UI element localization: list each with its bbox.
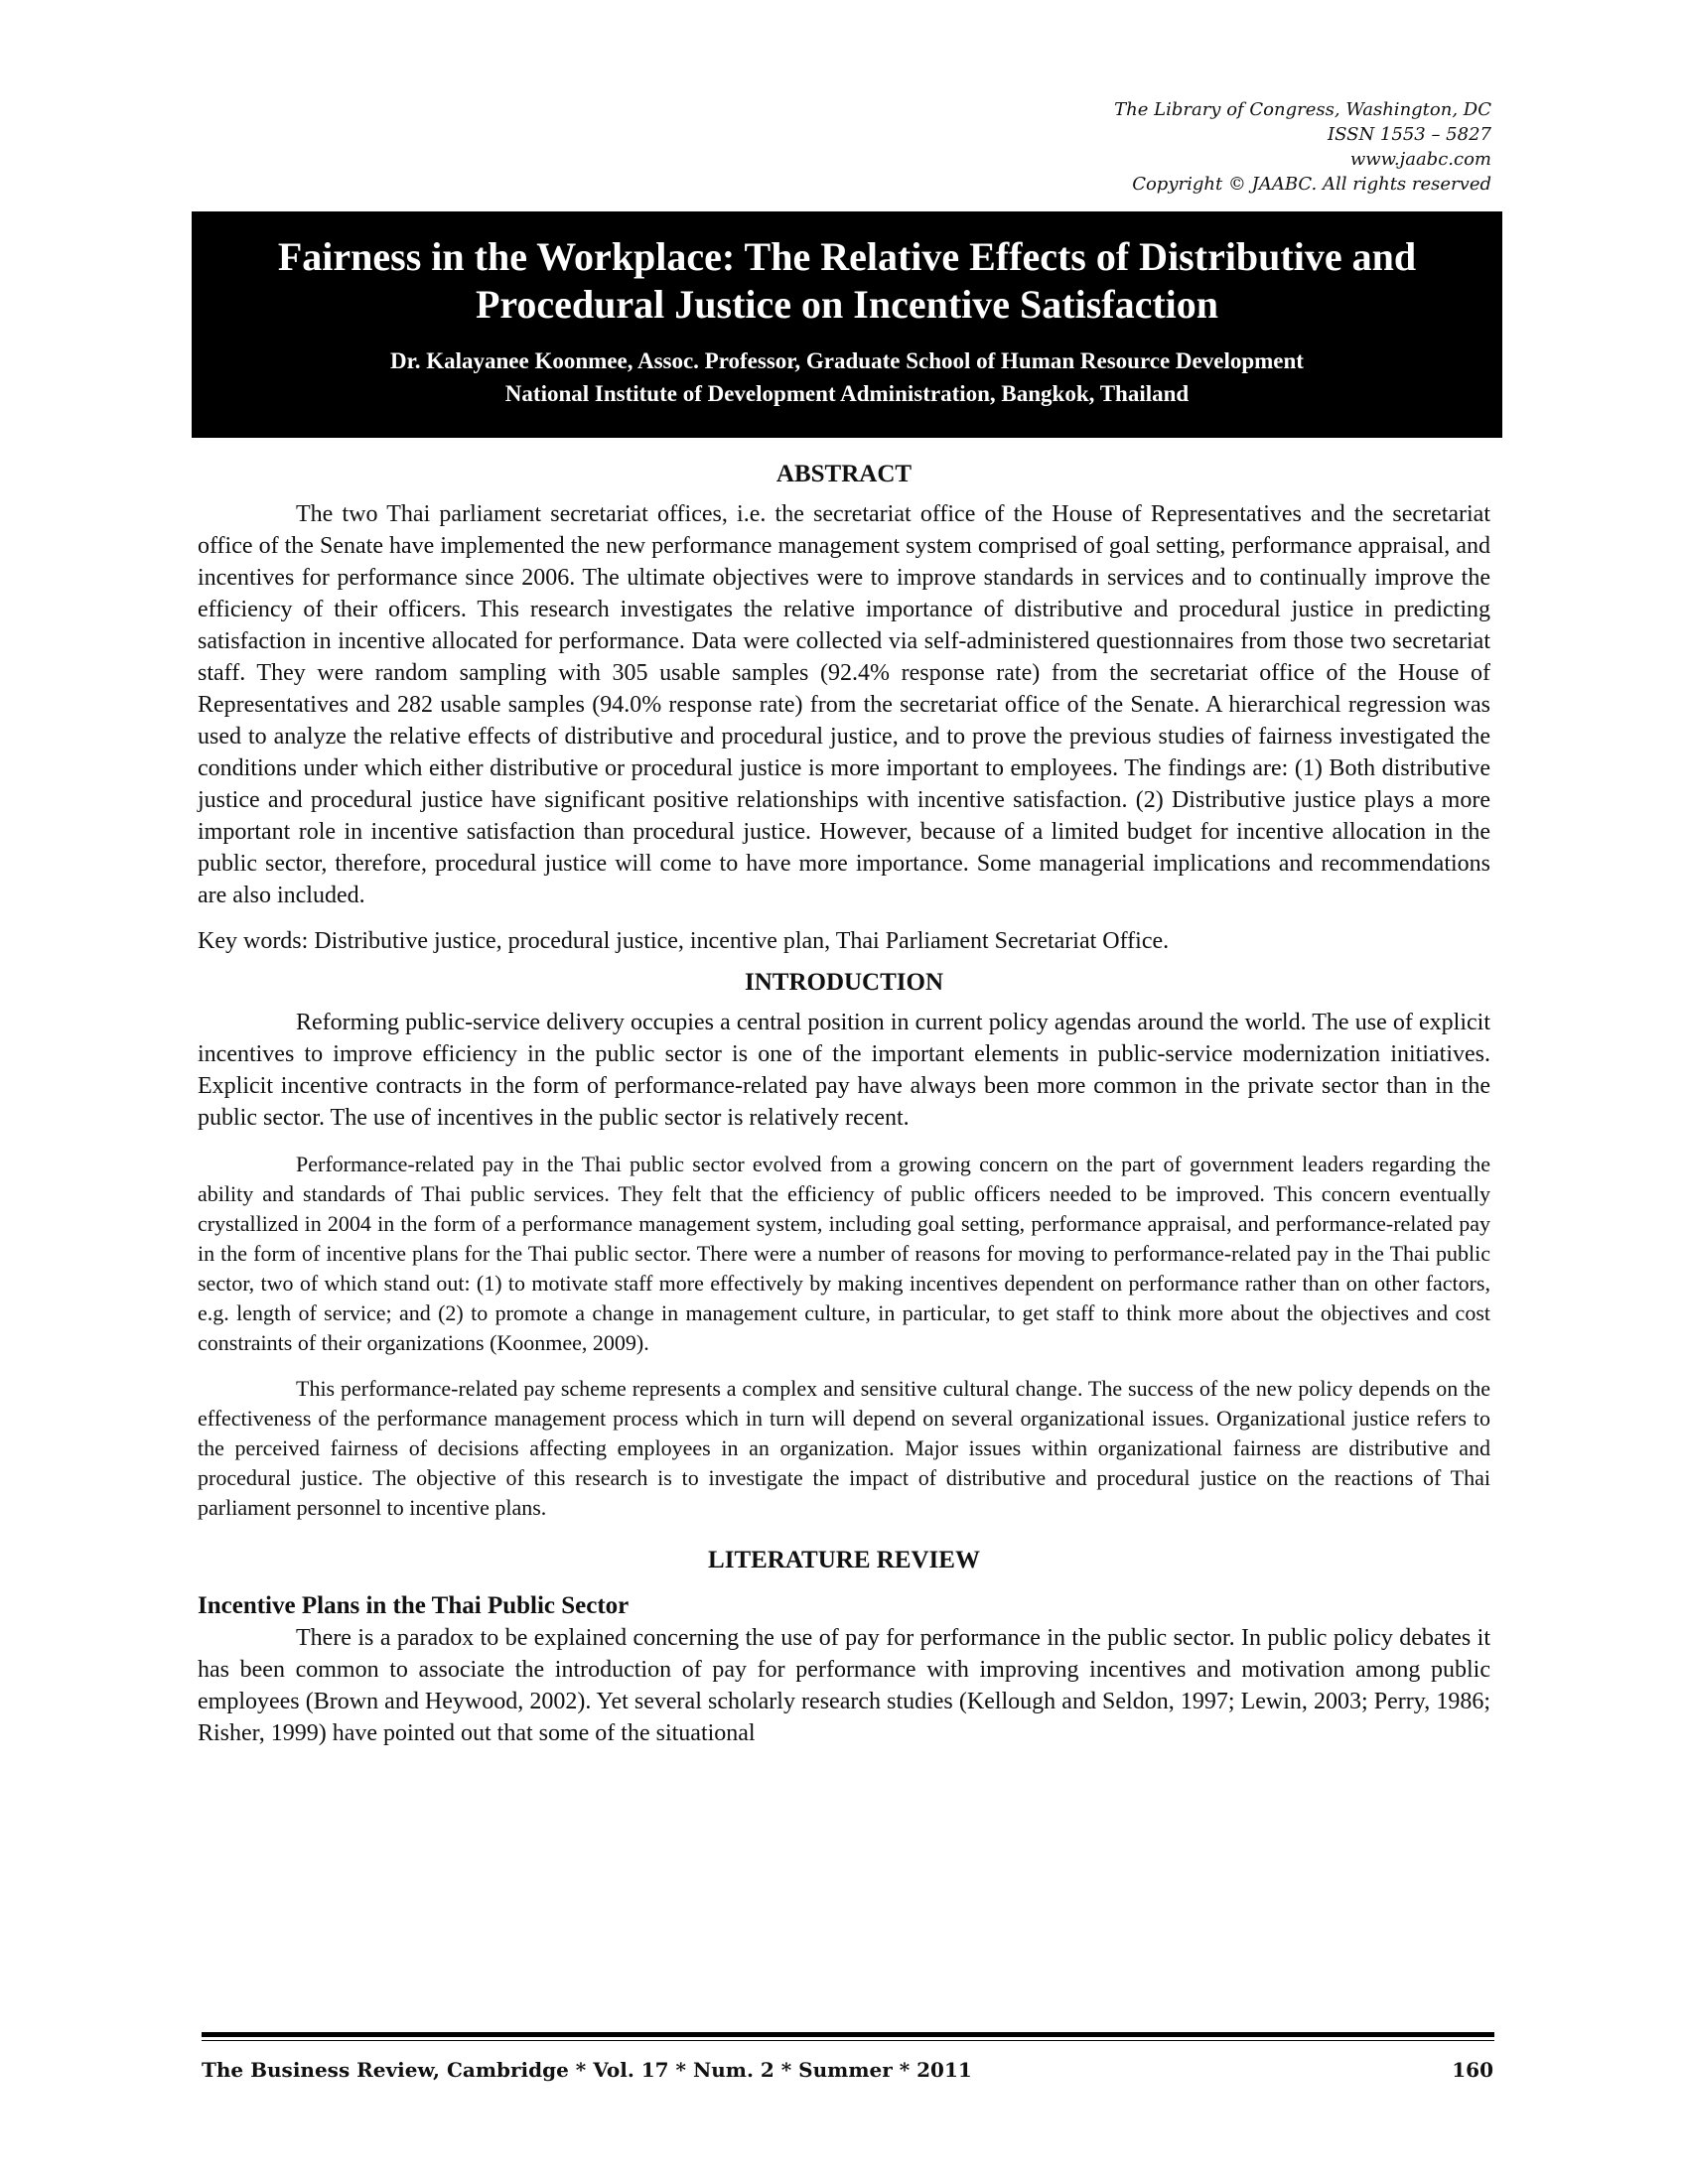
keywords-line: Key words: Distributive justice, procedural justice, incentive plan, Thai Parliament Secretariat Office.	[198, 928, 1170, 954]
author-line: Dr. Kalayanee Koonmee, Assoc. Professor, Graduate School of Human Resource Development	[390, 348, 1304, 373]
literature-review-heading: LITERATURE REVIEW	[708, 1547, 980, 1573]
introduction-paragraph-3: This performance-related pay scheme represents a complex and sensitive cultural change. The success of the new policy depends on the effectiveness of the performance management process which in turn will depend on several organizational issues. Organizational justice refers to the perceived fairness of decisions affecting employees in an organization. Major issues within organizational fairness are distributive and procedural justice. The objective of this research is to investigate the impact of distributive and procedural justice on the reactions of Thai parliament personnel to incentive plans.	[198, 1376, 1490, 1520]
masthead-issn-line: ISSN 1553 – 5827	[1328, 124, 1491, 145]
title-banner	[192, 211, 1502, 438]
author-affiliation	[192, 344, 1502, 410]
masthead-library-line: The Library of Congress, Washington, DC	[1114, 99, 1491, 120]
introduction-paragraph-2: Performance-related pay in the Thai public sector evolved from a growing concern on the part of government leaders regarding the ability and standards of Thai public services. They felt that the efficiency of public officers needed to be improved. This concern eventually crystallized in 2004 in the form of a performance management system, including goal setting, performance appraisal, and performance-related pay in the form of incentive plans for the Thai public sector. There were a number of reasons for moving to performance-related pay in the Thai public sector, two of which stand out: (1) to motivate staff more effectively by making incentives dependent on performance rather than on other factors, e.g. length of service; and (2) to promote a change in management culture, in particular, to get staff to think more about the objectives and cost constraints of their organizations (Koonmee, 2009).	[198, 1152, 1490, 1355]
abstract-paragraph: The two Thai parliament secretariat offices, i.e. the secretariat office of the House of Representatives and the secretariat office of the Senate have implemented the new performance management system comprised of goal setting, performance appraisal, and incentives for performance since 2006. The ultimate objectives were to improve standards in services and to continually improve the efficiency of their officers. This research investigates the relative importance of distributive and procedural justice in predicting satisfaction in incentive allocated for performance. Data were collected via self-administered questionnaires from those two secretariat staff. They were random sampling with 305 usable samples (92.4% response rate) from the secretariat office of the House of Representatives and 282 usable samples (94.0% response rate) from the secretariat office of the Senate. A hierarchical regression was used to analyze the relative effects of distributive and procedural justice, and to prove the previous studies of fairness investigated the conditions under which either distributive or procedural justice is more important to employees. The findings are: (1) Both distributive justice and procedural justice have significant positive relationships with incentive satisfaction. (2) Distributive justice plays a more important role in incentive satisfaction than procedural justice. However, because of a limited budget for incentive allocation in the public sector, therefore, procedural justice will come to have more importance. Some managerial implications and recommendations are also included.	[198, 501, 1490, 908]
masthead-copyright-line: Copyright © JAABC. All rights reserved	[1132, 174, 1491, 195]
introduction-heading: INTRODUCTION	[744, 969, 944, 996]
literature-review-paragraph-1: There is a paradox to be explained concerning the use of pay for performance in the public sector. In public policy debates it has been common to associate the introduction of pay for performance with improving incentives and motivation among public employees (Brown and Heywood, 2002). Yet several scholarly research studies (Kellough and Seldon, 1997; Lewin, 2003; Perry, 1986; Risher, 1999) have pointed out that some of the situational	[198, 1625, 1490, 1746]
journal-masthead	[796, 97, 1491, 197]
page-number: 160	[1452, 2058, 1493, 2082]
footer-rule-thick	[202, 2032, 1494, 2037]
introduction-paragraph-1: Reforming public-service delivery occupies a central position in current policy agendas around the world. The use of explicit incentives to improve efficiency in the public sector is one of the important elements in public-service modernization initiatives. Explicit incentive contracts in the form of performance-related pay have always been more common in the private sector than in the public sector. The use of incentives in the public sector is relatively recent.	[198, 1010, 1490, 1131]
footer-rule-thin	[202, 2040, 1494, 2041]
masthead-website-line: www.jaabc.com	[1349, 149, 1491, 170]
footer-journal-citation: The Business Review, Cambridge * Vol. 17 * Num. 2 * Summer * 2011	[202, 2058, 972, 2082]
article-body	[198, 459, 1490, 1749]
abstract-heading: ABSTRACT	[775, 461, 913, 487]
paper-title: Fairness in the Workplace: The Relative Effects of Distributive and Procedural Justice on Incentive Satisfaction	[277, 234, 1417, 327]
institution-line: National Institute of Development Administration, Bangkok, Thailand	[504, 381, 1190, 406]
incentive-plans-subheading: Incentive Plans in the Thai Public Sector	[198, 1592, 630, 1619]
